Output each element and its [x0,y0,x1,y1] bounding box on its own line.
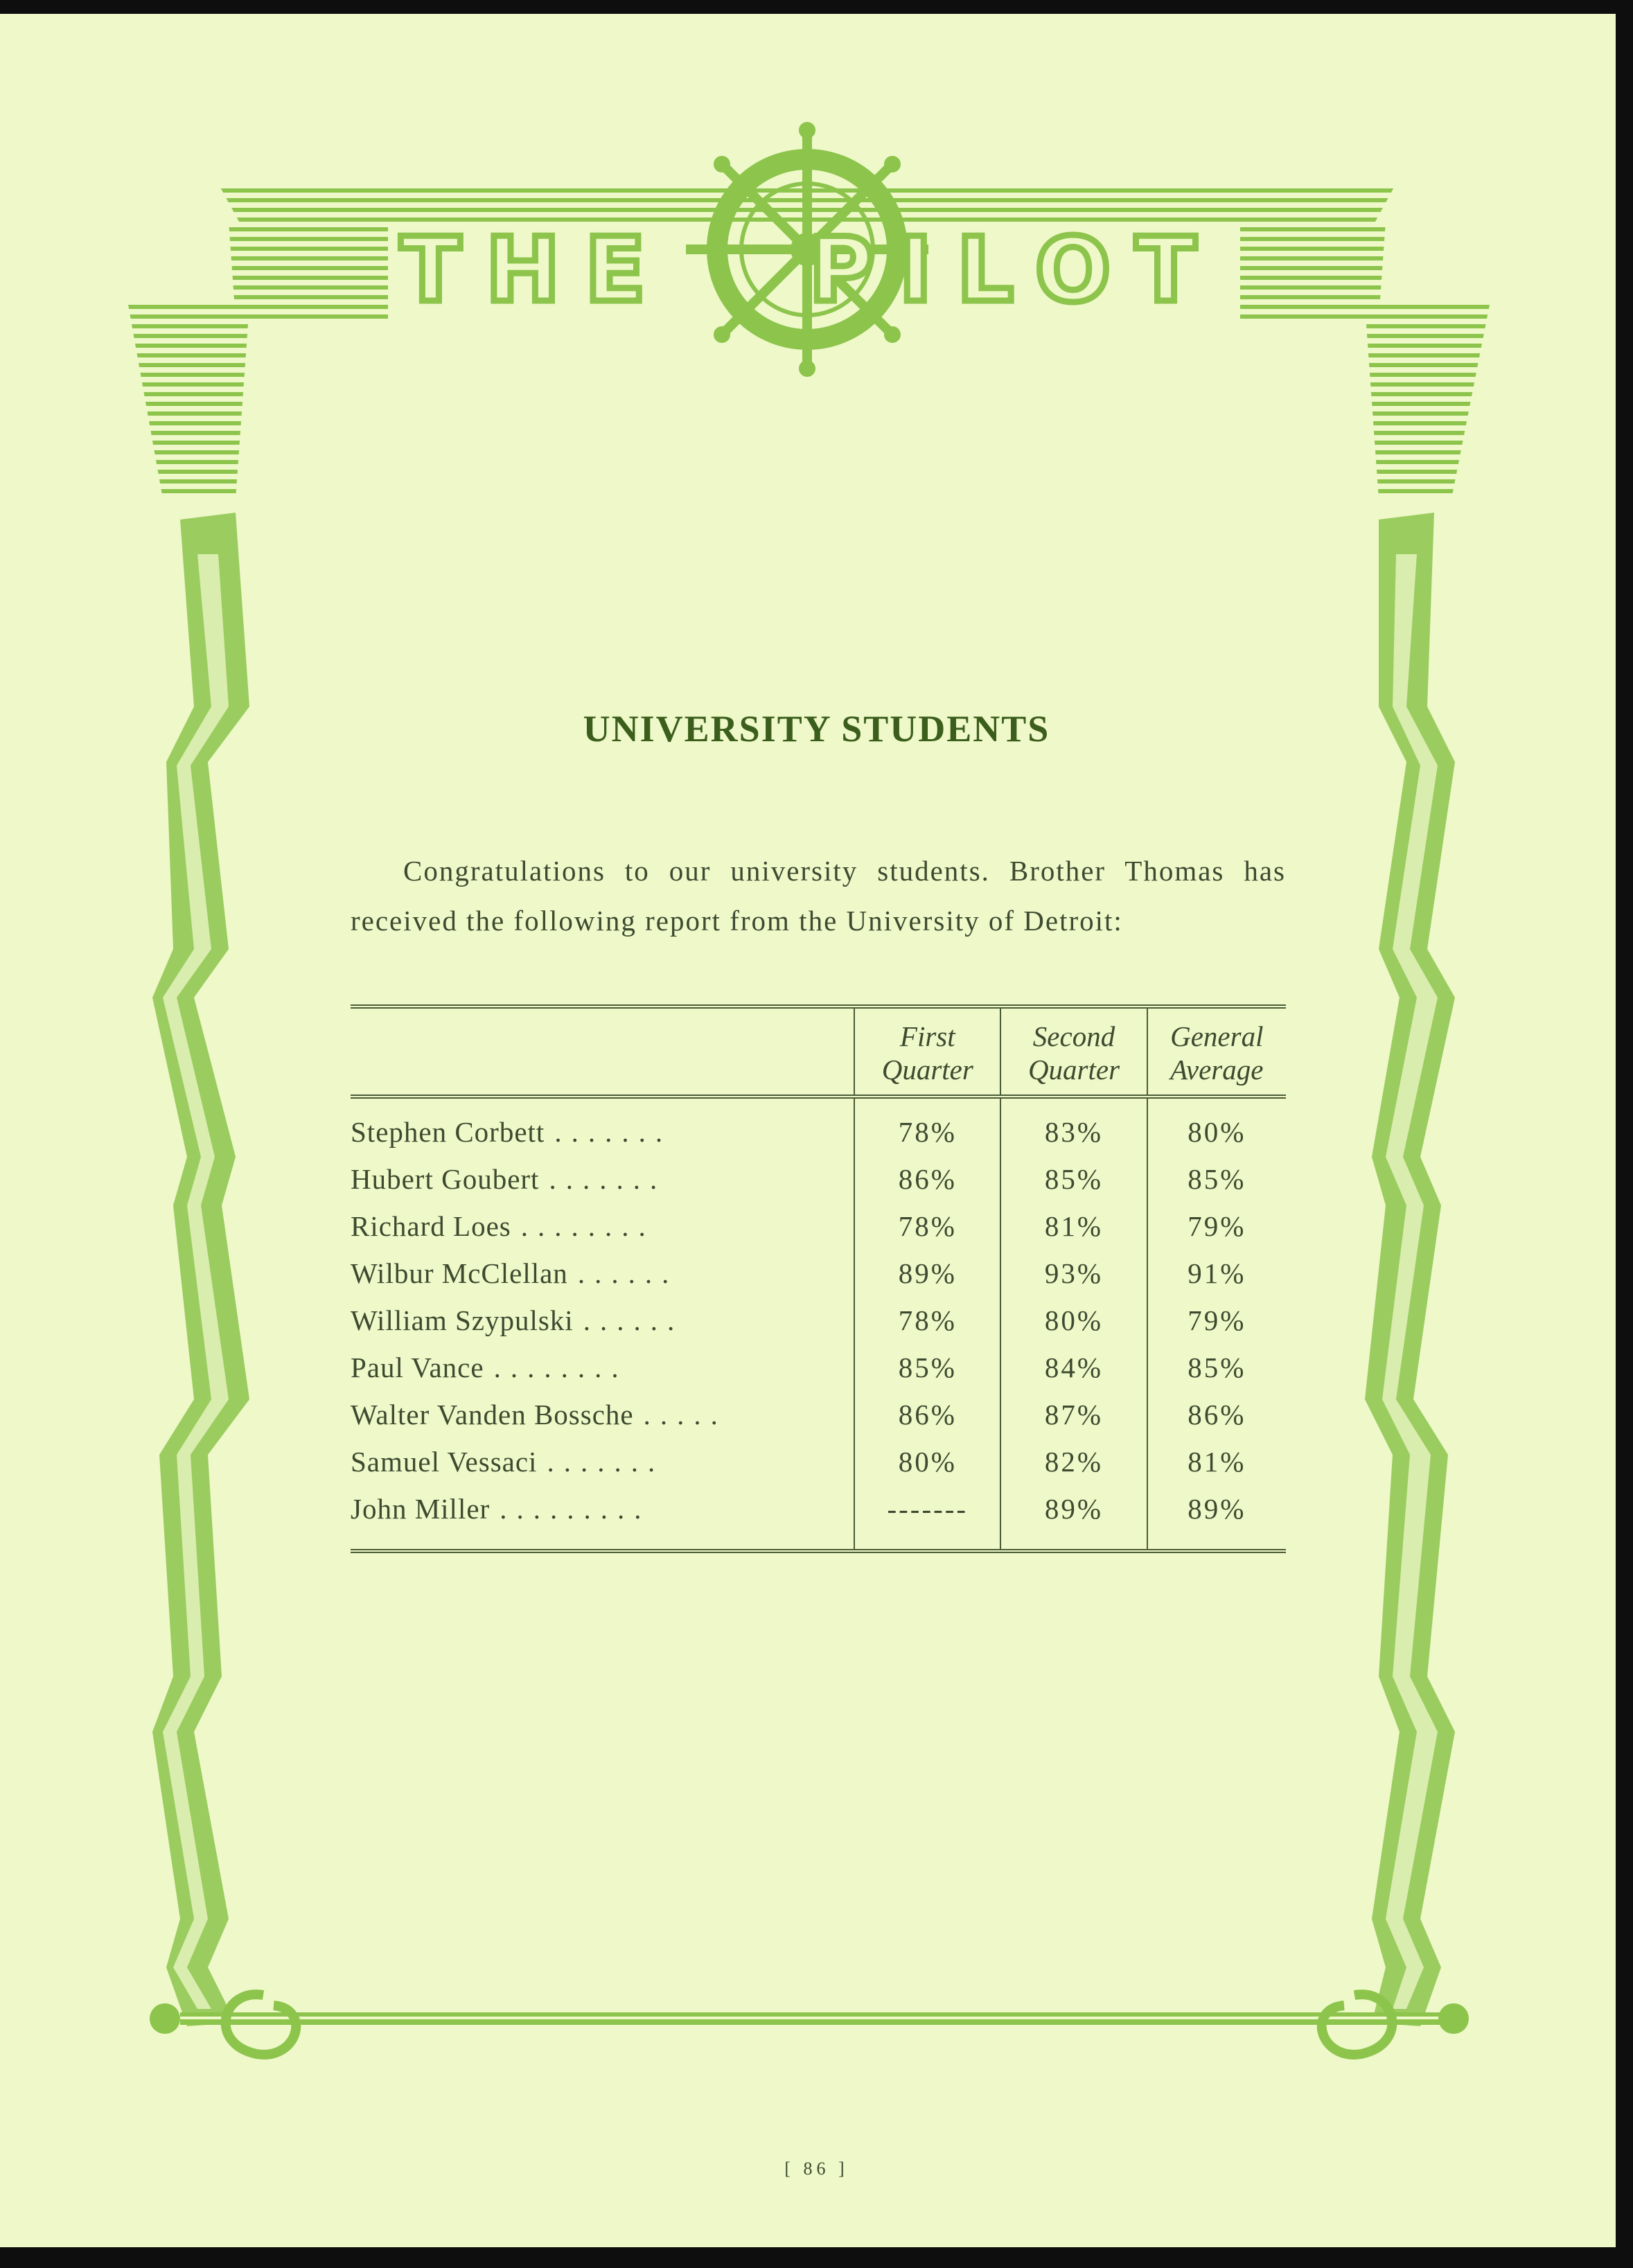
first-quarter-header: First Quarter [854,1007,1000,1097]
student-name: Stephen Corbett [351,1116,545,1148]
general-average-grade: 80% [1188,1116,1246,1148]
table-row: Wilbur McClellan ...... 89% 93% 91% [351,1250,1286,1297]
student-name: John Miller [351,1493,491,1525]
table-row: William Szypulski ...... 78% 80% 79% [351,1297,1286,1344]
general-average-grade: 79% [1188,1304,1246,1336]
masthead-left: THE [400,218,671,322]
table-row: Richard Loes ........ 78% 81% 79% [351,1203,1286,1250]
table-row: Stephen Corbett ....... 78% 83% 80% [351,1097,1286,1155]
second-quarter-grade: 87% [1000,1391,1147,1438]
table-row: Paul Vance ........ 85% 84% 85% [351,1344,1286,1391]
first-quarter-grade: 86% [854,1155,1000,1203]
student-name: William Szypulski [351,1304,574,1336]
second-quarter-grade: 80% [1000,1297,1147,1344]
first-quarter-grade: 89% [854,1250,1000,1297]
masthead-title [374,218,1247,322]
table-row: John Miller ......... ------- 89% 89% [351,1485,1286,1551]
student-name: Paul Vance [351,1352,484,1383]
second-quarter-grade: 81% [1000,1203,1147,1250]
second-quarter-grade: 82% [1000,1438,1147,1485]
general-average-grade: 79% [1188,1210,1246,1242]
second-quarter-grade: 83% [1000,1097,1147,1155]
general-average-grade: 85% [1188,1352,1246,1383]
first-quarter-grade: 85% [854,1344,1000,1391]
first-quarter-grade: 78% [854,1203,1000,1250]
second-quarter-grade: 89% [1000,1485,1147,1551]
student-name: Walter Vanden Bossche [351,1399,634,1430]
general-average-grade: 81% [1188,1446,1246,1478]
general-average-grade: 86% [1188,1399,1246,1430]
intro-paragraph: Congratulations to our university students. Brother Thomas has received the following report from the University of Detroit: [351,855,1286,937]
table-row: Walter Vanden Bossche ..... 86% 87% 86% [351,1391,1286,1438]
masthead-right: PILOT [809,218,1221,322]
second-quarter-grade: 84% [1000,1344,1147,1391]
general-average-grade: 89% [1188,1493,1246,1525]
student-name: Samuel Vessaci [351,1446,538,1478]
student-name: Wilbur McClellan [351,1257,568,1289]
first-quarter-grade: 78% [854,1297,1000,1344]
first-quarter-grade: 78% [854,1097,1000,1155]
student-name: Hubert Goubert [351,1163,540,1195]
header-row [351,1007,1286,1097]
first-quarter-grade: ------- [854,1485,1000,1551]
first-quarter-grade: 86% [854,1391,1000,1438]
general-average-header: General Average [1170,1020,1264,1086]
general-average-grade: 91% [1188,1257,1246,1289]
table-row: Samuel Vessaci ....... 80% 82% 81% [351,1438,1286,1485]
first-quarter-grade: 80% [854,1438,1000,1485]
table-row: Hubert Goubert ....... 86% 85% 85% [351,1155,1286,1203]
section-heading: UNIVERSITY STUDENTS [583,708,1050,750]
grades-table [351,1004,1286,1553]
second-quarter-grade: 93% [1000,1250,1147,1297]
page-number: [ 86 ] [784,2159,849,2179]
name-column-header [351,1007,854,1097]
second-quarter-header: Second Quarter [1000,1007,1147,1097]
general-average-grade: 85% [1188,1163,1246,1195]
second-quarter-grade: 85% [1000,1155,1147,1203]
student-name: Richard Loes [351,1210,511,1242]
